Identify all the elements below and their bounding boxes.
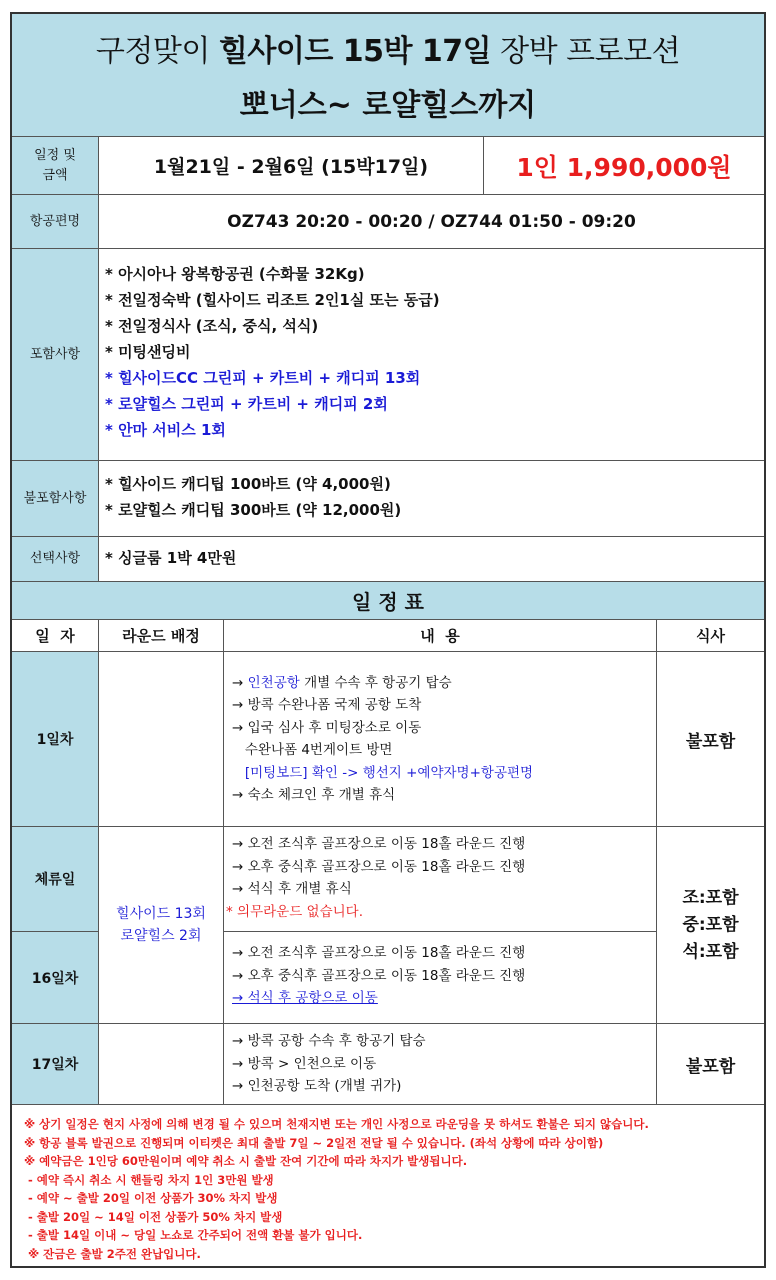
schedule-line: → 오전 조식후 골프장으로 이동 18홀 라운드 진행 <box>232 836 526 852</box>
meal-dinner: 석:포함 <box>682 941 739 962</box>
included-item: * 안마 서비스 1회 <box>105 421 226 439</box>
title-block <box>12 14 764 137</box>
day1-round <box>99 652 224 827</box>
schedule-line: → 오후 중식후 골프장으로 이동 18홀 라운드 진행 <box>232 858 526 875</box>
schedule-label: 일정 및 금액 <box>12 137 99 195</box>
schedule-line <box>232 762 533 785</box>
price: 1인 1,990,000원 <box>484 137 764 195</box>
round-royalhills: 로얄힐스 2회 <box>120 928 202 944</box>
dates: 1월21일 - 2월6일 (15박17일) <box>99 137 484 195</box>
day16-label: 16일차 <box>12 932 99 1024</box>
included-item: * 전일정식사 (조식, 중식, 석식) <box>105 317 319 335</box>
round-hillside: 힐사이드 13회 <box>116 906 206 922</box>
header-content: 내 용 <box>224 620 657 652</box>
note-line: - 출발 14일 이내 ~ 당일 노쇼로 간주되어 전액 환불 불가 입니다. <box>24 1228 363 1242</box>
highlight-text: 인천공항 <box>247 674 300 691</box>
round-assignment <box>99 827 224 1024</box>
schedule-line: → 인천공항 도착 (개별 귀가) <box>232 1078 402 1094</box>
stay-content <box>224 827 657 932</box>
line-text: → 입국 심사 후 미팅장소로 이동 <box>232 719 422 736</box>
optional-item: * 싱글룸 1박 4만원 <box>105 549 237 567</box>
day17-label: 17일차 <box>12 1024 99 1105</box>
note-line: ※ 항공 블록 발권으로 진행되며 이티켓은 최대 출발 7일 ~ 2일전 전달 될 수 있습니다. (좌석 상황에 따라 상이함) <box>24 1135 604 1150</box>
header-day: 일 자 <box>12 620 99 652</box>
meal-breakfast: 조:포함 <box>682 887 739 908</box>
included-list <box>99 249 764 461</box>
note-line: ※ 상기 일정은 현지 사정에 의해 변경 될 수 있으며 천재지변 또는 개인 사정으로 라운딩을 못 하셔도 환불은 되지 않습니다. <box>24 1117 649 1131</box>
line-text: → 숙소 체크인 후 개별 휴식 <box>232 787 396 803</box>
included-item: * 미팅샌딩비 <box>105 343 191 361</box>
line-text: → 방콕 수완나폼 국제 공항 도착 <box>232 697 422 713</box>
stay-label: 체류일 <box>12 827 99 932</box>
title-prefix: 구정맞이 <box>95 34 219 69</box>
itinerary-title: 일 정 표 <box>12 582 764 620</box>
day17-round <box>99 1024 224 1105</box>
included-item: * 로얄힐스 그린피 + 카트비 + 캐디피 2회 <box>105 395 388 413</box>
note-line: - 출발 20일 ~ 14일 이전 상품가 50% 차지 발생 <box>24 1209 283 1224</box>
day17-meal: 불포함 <box>657 1024 764 1105</box>
included-label: 포함사항 <box>12 249 99 461</box>
schedule-line: → 방콕 공항 수속 후 항공기 탑승 <box>232 1033 426 1049</box>
airport-transfer-line: → 석식 후 공항으로 이동 <box>232 990 378 1006</box>
line-text: 개별 수속 후 항공기 탑승 <box>299 674 452 691</box>
note-line: ※ 잔금은 출발 2주전 완납입니다. <box>24 1246 201 1261</box>
schedule-line <box>232 739 392 762</box>
header-meal: 식사 <box>657 620 764 652</box>
note-line: - 예약 즉시 취소 시 핸들링 차지 1인 3만원 발생 <box>24 1172 274 1187</box>
excluded-item: * 힐사이드 캐디팁 100바트 (약 4,000원) <box>105 475 391 493</box>
meal-lunch: 중:포함 <box>682 914 739 935</box>
day16-content <box>224 932 657 1024</box>
highlight-text: [미팅보드] 확인 -> 행선지 +예약자명+항공편명 <box>232 764 534 781</box>
day1-content <box>224 652 657 827</box>
note-line: ※ 예약금은 1인당 60만원이며 예약 취소 시 출발 잔여 기간에 따라 차지가 발생됩니다. <box>24 1154 468 1168</box>
header-round: 라운드 배정 <box>99 620 224 652</box>
day1-label: 1일차 <box>12 652 99 827</box>
excluded-item: * 로얄힐스 캐디팁 300바트 (약 12,000원) <box>105 501 402 519</box>
promo-document <box>10 12 766 1268</box>
line-text: 수완나폼 4번게이트 방면 <box>232 742 393 758</box>
note-line: - 예약 ~ 출발 20일 이전 상품가 30% 차지 발생 <box>24 1191 278 1205</box>
optional-list <box>99 537 764 582</box>
line-text: → <box>232 674 248 691</box>
title-suffix: 장박 프로모션 <box>491 34 681 69</box>
title-line1 <box>96 26 680 70</box>
schedule-line: → 오전 조식후 골프장으로 이동 18홀 라운드 진행 <box>232 945 526 961</box>
stay-meals <box>657 827 764 1024</box>
excluded-list <box>99 461 764 537</box>
no-mandatory-round-warning: * 의무라운드 없습니다. <box>226 903 363 920</box>
schedule-line: → 석식 후 개별 휴식 <box>232 881 352 897</box>
excluded-label: 불포함사항 <box>12 461 99 537</box>
schedule-line: → 방콕 > 인천으로 이동 <box>232 1055 377 1072</box>
schedule-line <box>232 784 395 807</box>
flight-label: 항공편명 <box>12 195 99 249</box>
flight-info: OZ743 20:20 - 00:20 / OZ744 01:50 - 09:20 <box>99 195 764 249</box>
schedule-line <box>232 672 452 695</box>
day17-content <box>224 1024 657 1105</box>
title-main: 힐사이드 15박 17일 <box>218 34 492 69</box>
included-item: * 전일정숙박 (힐사이드 리조트 2인1실 또는 동급) <box>105 291 440 309</box>
schedule-line <box>232 717 421 740</box>
notes <box>24 1115 760 1263</box>
title-line2: 뽀너스~ 로얄힐스까지 <box>239 88 537 123</box>
included-item: * 아시아나 왕복항공권 (수화물 32Kg) <box>105 265 365 283</box>
optional-label: 선택사항 <box>12 537 99 582</box>
schedule-line <box>232 694 421 717</box>
day1-meal: 불포함 <box>657 652 764 827</box>
included-item: * 힐사이드CC 그린피 + 카트비 + 캐디피 13회 <box>105 369 421 387</box>
schedule-line: → 오후 중식후 골프장으로 이동 18홀 라운드 진행 <box>232 967 526 984</box>
